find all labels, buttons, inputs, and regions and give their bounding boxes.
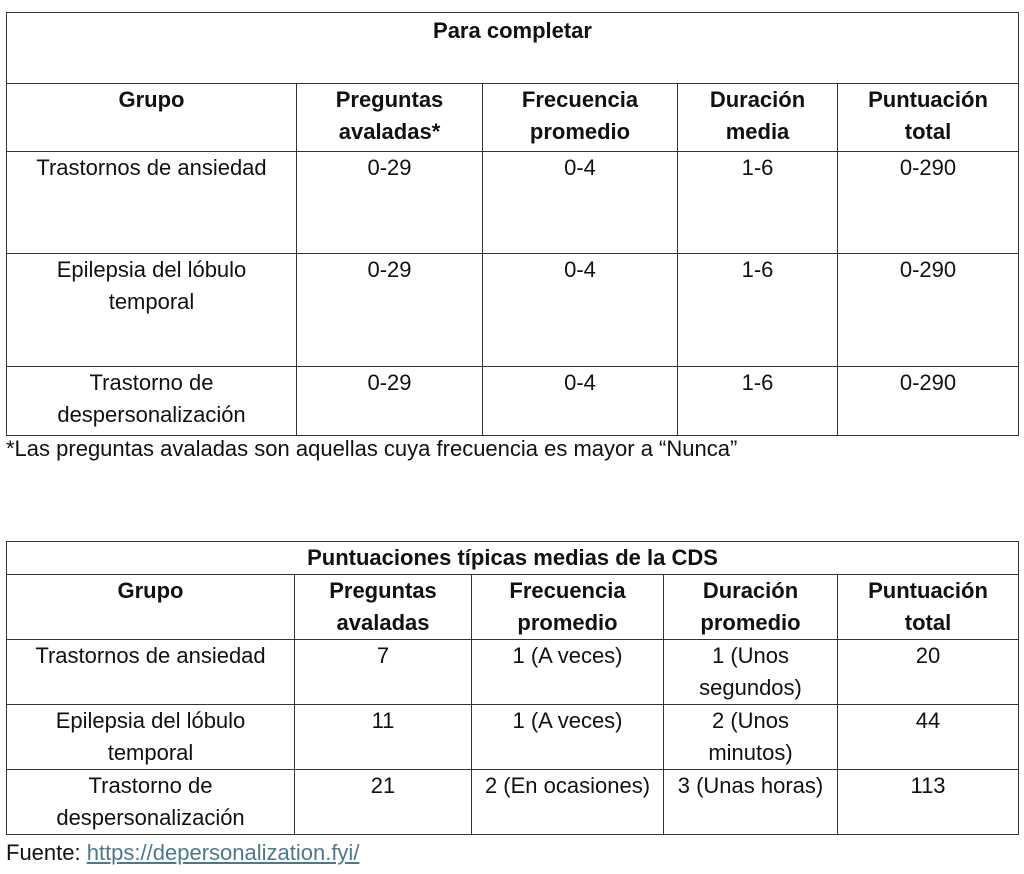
table-cell: Trastornos de ansiedad xyxy=(7,152,297,254)
table-cell: Trastorno de despersonalización xyxy=(7,367,297,436)
table-header-row xyxy=(7,84,1019,152)
table-cell: 0-290 xyxy=(838,254,1019,367)
table-cell: 7 xyxy=(295,640,472,705)
table-cell: 0-4 xyxy=(483,152,678,254)
table-title-row xyxy=(7,13,1019,84)
table-cell: 0-4 xyxy=(483,254,678,367)
column-header-frequency: Frecuencia promedio xyxy=(472,575,664,640)
table-cell: 113 xyxy=(838,770,1019,835)
table-cell: 1-6 xyxy=(678,152,838,254)
table-cell: 1 (Unos segundos) xyxy=(664,640,838,705)
table-cell: Epilepsia del lóbulo temporal xyxy=(7,254,297,367)
table-title-row xyxy=(7,542,1019,575)
table-cell: Trastornos de ansiedad xyxy=(7,640,295,705)
table-cell: 11 xyxy=(295,705,472,770)
table-cell: 0-29 xyxy=(297,367,483,436)
column-header-total: Puntuación total xyxy=(838,84,1019,152)
table-row xyxy=(7,770,1019,835)
table-cell: 1 (A veces) xyxy=(472,640,664,705)
table-row xyxy=(7,152,1019,254)
table-cell: 0-29 xyxy=(297,254,483,367)
table-cell: Trastorno de despersonalización xyxy=(7,770,295,835)
column-header-group: Grupo xyxy=(7,84,297,152)
table-cell: 2 (En ocasiones) xyxy=(472,770,664,835)
column-header-group: Grupo xyxy=(7,575,295,640)
table-cell: 21 xyxy=(295,770,472,835)
cds-scores-table xyxy=(6,541,1019,835)
table-cell: 3 (Unas horas) xyxy=(664,770,838,835)
source-link[interactable]: https://depersonalization.fyi/ xyxy=(86,840,360,865)
table-cell: 44 xyxy=(838,705,1019,770)
table-row xyxy=(7,640,1019,705)
source-line xyxy=(6,837,359,869)
table-cell: 0-290 xyxy=(838,367,1019,436)
column-header-questions: Preguntas avaladas* xyxy=(297,84,483,152)
column-header-total: Puntuación total xyxy=(838,575,1019,640)
table-cell: Epilepsia del lóbulo temporal xyxy=(7,705,295,770)
table-header-row xyxy=(7,575,1019,640)
column-header-duration: Duración promedio xyxy=(664,575,838,640)
table-footnote: *Las preguntas avaladas son aquellas cuya frecuencia es mayor a “Nunca” xyxy=(6,436,738,461)
table-cell: 1-6 xyxy=(678,367,838,436)
column-header-duration: Duración media xyxy=(678,84,838,152)
table-cell: 20 xyxy=(838,640,1019,705)
table-title: Para completar xyxy=(7,13,1019,84)
source-label: Fuente: xyxy=(6,840,87,865)
table-title: Puntuaciones típicas medias de la CDS xyxy=(7,542,1019,575)
table-cell: 0-29 xyxy=(297,152,483,254)
column-header-frequency: Frecuencia promedio xyxy=(483,84,678,152)
table-row xyxy=(7,705,1019,770)
table-row xyxy=(7,254,1019,367)
completion-table xyxy=(6,12,1019,436)
table-cell: 1 (A veces) xyxy=(472,705,664,770)
table-cell: 2 (Unos minutos) xyxy=(664,705,838,770)
table-cell: 0-290 xyxy=(838,152,1019,254)
column-header-questions: Preguntas avaladas xyxy=(295,575,472,640)
table-cell: 1-6 xyxy=(678,254,838,367)
table-cell: 0-4 xyxy=(483,367,678,436)
table-row xyxy=(7,367,1019,436)
